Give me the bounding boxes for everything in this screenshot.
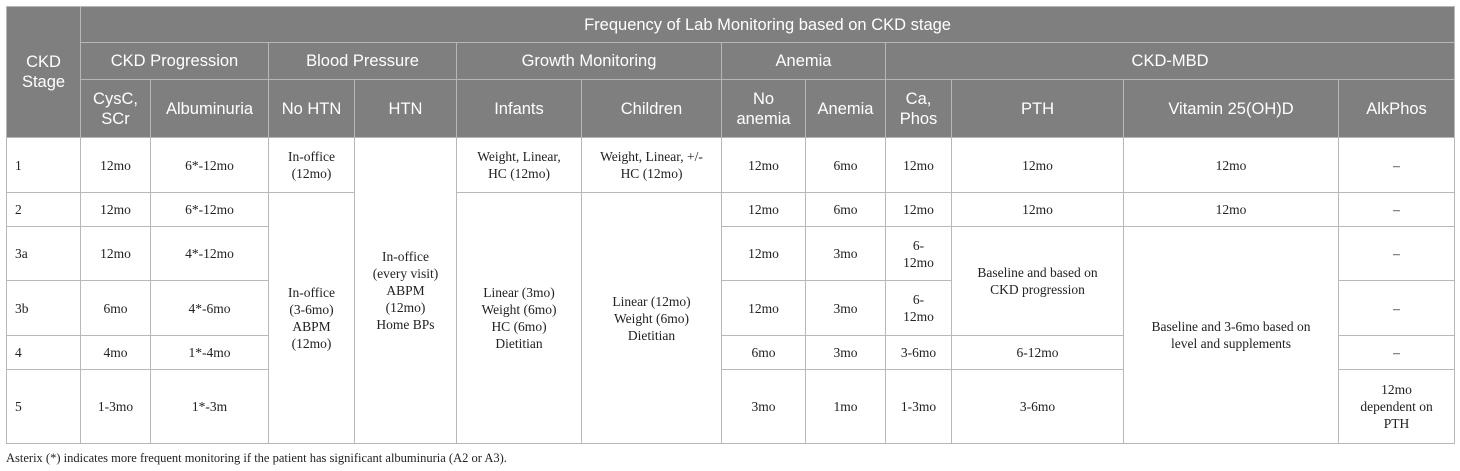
htn-cell-merged: In-office (every visit) ABPM (12mo) Home BPs: [355, 138, 457, 444]
table-footnote: Asterix (*) indicates more frequent monitoring if the patient has significant albuminuria (A2 or A3).: [6, 451, 507, 465]
ca-phos-cell: 12mo: [886, 138, 952, 193]
children-cell: Weight, Linear, +/- HC (12mo): [582, 138, 722, 193]
stage-cell: 4: [7, 336, 81, 370]
col-children: Children: [582, 80, 722, 138]
alkphos-cell: –: [1339, 193, 1455, 227]
table-row: [7, 138, 1455, 193]
col-anemia: Anemia: [806, 80, 886, 138]
col-htn: HTN: [355, 80, 457, 138]
stage-cell: 3a: [7, 227, 81, 281]
ca-phos-cell: 6- 12mo: [886, 227, 952, 281]
ca-phos-cell: 12mo: [886, 193, 952, 227]
stage-cell: 3b: [7, 281, 81, 336]
col-vitamin-d: Vitamin 25(OH)D: [1124, 80, 1339, 138]
anemia-cell: 1mo: [806, 370, 886, 444]
cysc-cell: 12mo: [81, 193, 151, 227]
group-ckd-mbd: CKD-MBD: [886, 43, 1455, 80]
alkphos-cell: 12mo dependent on PTH: [1339, 370, 1455, 444]
col-infants: Infants: [457, 80, 582, 138]
stage-cell: 5: [7, 370, 81, 444]
header-ckd-stage: CKD Stage: [7, 7, 81, 138]
alkphos-cell: –: [1339, 138, 1455, 193]
infants-cell: Weight, Linear, HC (12mo): [457, 138, 582, 193]
col-cysc-scr: CysC, SCr: [81, 80, 151, 138]
ca-phos-cell: 6- 12mo: [886, 281, 952, 336]
group-ckd-progression: CKD Progression: [81, 43, 269, 80]
albuminuria-cell: 1*-4mo: [151, 336, 269, 370]
col-no-anemia: No anemia: [722, 80, 806, 138]
pth-cell: 12mo: [952, 138, 1124, 193]
table-title: Frequency of Lab Monitoring based on CKD stage: [81, 7, 1455, 43]
no-htn-cell: In-office (12mo): [269, 138, 355, 193]
albuminuria-cell: 4*-12mo: [151, 227, 269, 281]
pth-cell-merged: Baseline and based on CKD progression: [952, 227, 1124, 336]
pth-cell: 12mo: [952, 193, 1124, 227]
group-anemia: Anemia: [722, 43, 886, 80]
albuminuria-cell: 1*-3m: [151, 370, 269, 444]
table-container: [6, 6, 1454, 466]
stage-cell: 2: [7, 193, 81, 227]
ca-phos-cell: 1-3mo: [886, 370, 952, 444]
no-anemia-cell: 12mo: [722, 227, 806, 281]
cysc-cell: 12mo: [81, 138, 151, 193]
cysc-cell: 12mo: [81, 227, 151, 281]
anemia-cell: 3mo: [806, 227, 886, 281]
albuminuria-cell: 6*-12mo: [151, 138, 269, 193]
alkphos-cell: –: [1339, 281, 1455, 336]
anemia-cell: 6mo: [806, 193, 886, 227]
col-alkphos: AlkPhos: [1339, 80, 1455, 138]
cysc-cell: 4mo: [81, 336, 151, 370]
pth-cell: 3-6mo: [952, 370, 1124, 444]
table-row: [7, 193, 1455, 227]
anemia-cell: 3mo: [806, 281, 886, 336]
vitamin-d-cell: 12mo: [1124, 138, 1339, 193]
no-anemia-cell: 3mo: [722, 370, 806, 444]
cysc-cell: 1-3mo: [81, 370, 151, 444]
table-row: [7, 227, 1455, 281]
lab-monitoring-table: [6, 6, 1455, 444]
group-blood-pressure: Blood Pressure: [269, 43, 457, 80]
col-pth: PTH: [952, 80, 1124, 138]
anemia-cell: 3mo: [806, 336, 886, 370]
anemia-cell: 6mo: [806, 138, 886, 193]
alkphos-cell: –: [1339, 336, 1455, 370]
children-cell-merged: Linear (12mo) Weight (6mo) Dietitian: [582, 193, 722, 444]
no-htn-cell-merged: In-office (3-6mo) ABPM (12mo): [269, 193, 355, 444]
stage-cell: 1: [7, 138, 81, 193]
col-no-htn: No HTN: [269, 80, 355, 138]
ca-phos-cell: 3-6mo: [886, 336, 952, 370]
no-anemia-cell: 12mo: [722, 193, 806, 227]
alkphos-cell: –: [1339, 227, 1455, 281]
col-ca-phos: Ca, Phos: [886, 80, 952, 138]
pth-cell: 6-12mo: [952, 336, 1124, 370]
no-anemia-cell: 12mo: [722, 138, 806, 193]
vitamin-d-cell-merged: Baseline and 3-6mo based on level and supplements: [1124, 227, 1339, 444]
cysc-cell: 6mo: [81, 281, 151, 336]
albuminuria-cell: 6*-12mo: [151, 193, 269, 227]
col-albuminuria: Albuminuria: [151, 80, 269, 138]
no-anemia-cell: 6mo: [722, 336, 806, 370]
albuminuria-cell: 4*-6mo: [151, 281, 269, 336]
infants-cell-merged: Linear (3mo) Weight (6mo) HC (6mo) Dietitian: [457, 193, 582, 444]
no-anemia-cell: 12mo: [722, 281, 806, 336]
group-growth-monitoring: Growth Monitoring: [457, 43, 722, 80]
vitamin-d-cell: 12mo: [1124, 193, 1339, 227]
